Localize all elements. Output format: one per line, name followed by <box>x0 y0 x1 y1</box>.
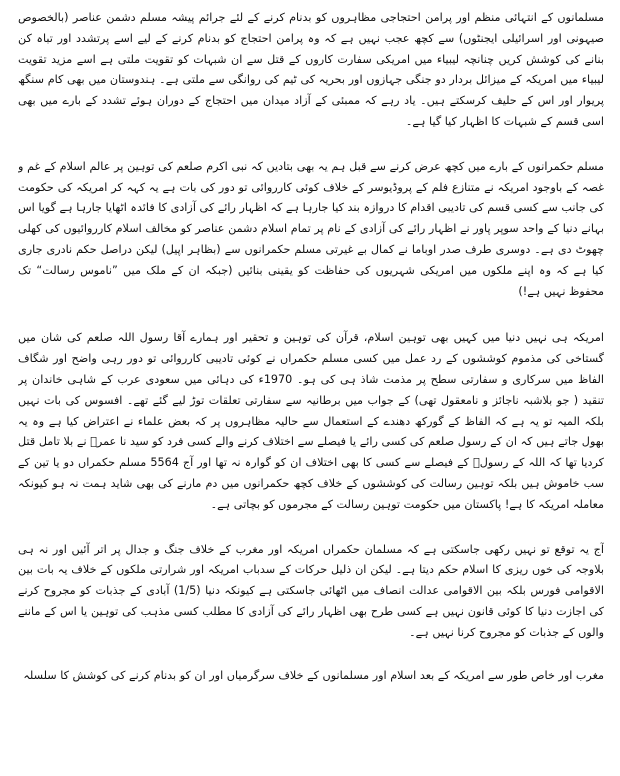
paragraph-muslim-rulers: مسلم حکمرانوں کے بارے میں کچھ عرض کرنے سے قبل ہم یہ بھی بتادیں کہ نبی اکرم صلعم کی توہین پر عالم اسلام کے غم و غصہ کے باوجود امریکہ نے متنازع فلم کے پروڈیوسر کے خلاف کوئی کارروائی تو دور کی بات ہے یہ کہہ کر امریکہ کی حکومت کی جانب سے کسی قسم کی تادیبی اقدام کا دروازہ بند کیا جارہا ہے کہ اظہار رائے کی آزادی کا فائدہ اٹھایا جارہا ہے گویا اس بہانے دنیا کے واحد سوپر پاور نے اظہار رائے کی آزادی کے نام پر تمام اسلام دشمن عناصر کو مخالف اسلام کارروائیوں کی کھلی چھوٹ دی ہے۔ دوسری طرف صدر اوباما نے کمال بے غیرتی مسلم حکمرانوں سے (بظاہر اپیل) لیکن دراصل حکم نادری جاری کیا ہے کہ وہ اپنے ملکوں میں امریکی شہریوں کی حفاظت کو یقینی بنائیں (جبکہ ان کے ملک میں ”ناموس رسالت“ تک محفوظ نہیں ہے!) <box>18 159 604 298</box>
paragraph-blasphemy-reaction: امریکہ ہی نہیں دنیا میں کہیں بھی توہین اسلام، قرآن کی توہین و تحقیر اور ہمارے آقا رسول اللہ صلعم کی شان میں گستاخی کی مذموم کوششوں کے رد عمل میں کسی مسلم حکمراں نے کوئی تادیبی کارروائی تو دور رہی واضح اور شگاف الفاظ میں سرکاری و سفارتی سطح پر مذمت شاذ ہی کی ہو۔ 1970ء کی دہائی میں سعودی عرب کے شاہی خاندان پر تنقید ( جو بلاشبہ ناجائز و نامعقول تھی) کے جواب میں برطانیہ سے سفارتی تعلقات توڑ لیے گئے تھے۔ افسوس کی بات نہیں بلکہ المیہ تو یہ ہے کہ الفاظ کے گورکھ دھندے کے استعمال سے حالیہ مظاہروں پر کہ بعض علماء نے اعتراض کیا ہے وہ یہ بھول جاتے ہیں کہ ان کے رسول صلعم کی کسی رائے یا فیصلے سے اختلاف کرنے والے کسی فرد کو سید نا عمرؓ نے بلا تامل قتل کردیا تھا کہ اللہ کے رسولؐ کے فیصلے سے کسی کا بھی اختلاف ان کو گوارہ نہ تھا اور آج 5564 مسلم حکمراں دو یا تین کے سب خاموش ہیں بلکہ توہین رسالت کی کوششوں کے خلاف کچھ حکمرانوں میں دم مارنے کی بھی شاید ہمت نہ ہو کیونکہ معاملہ امریکہ کا ہے! پاکستان میں حکومت توہین رسالت کے مجرموں کو بچاتی ہے۔ <box>18 331 604 511</box>
paragraph-protests: مسلمانوں کے انتہائی منظم اور پرامن احتجاجی مظاہروں کو بدنام کرنے کے لئے جرائم پیشہ مسلم دشمن عناصر (بالخصوص صیہونی اور اسرائیلی ایجنٹوں) سے کچھ عجب نہیں ہے کہ وہ پرامن احتجاج کو بدنام کرنے کے لیے اسے پرتشدد اور تباہ کن بنانے کی کوشش کریں چنانچہ لیبیاء میں امریکی سفارت کاروں کے قتل سے ان شبہات کو تقویت ملتی ہے اسے مزید تقویت لیبیاء میں امریکہ کے میزائل بردار دو جنگی جہازوں اور بحریہ کی ٹیم کی روانگی سے ملتی ہے۔ ہندوستان میں بھی کام سنگھ پریوار اور اس کے حلیف کرسکتے ہیں۔ یاد رہے کہ ممبئی کے آزاد میدان میں احتجاج کے دوران ہوئے تشدد کے بارے میں بھی اسی قسم کے شبہات کا اظہار کیا گیا ہے۔ <box>18 11 604 128</box>
paragraph-cut-off: مغرب اور خاص طور سے امریکہ کے بعد اسلام اور مسلمانوں کے خلاف سرگرمیاں اور ان کو بدنام کرنے کی کوشش کا سلسلہ <box>23 668 604 682</box>
article-page <box>18 8 604 776</box>
paragraph-international-forums: آج یہ توقع تو نہیں رکھی جاسکتی ہے کہ مسلمان حکمراں امریکہ اور مغرب کے خلاف جنگ و جدال پر اتر آئیں اور نہ ہی بلاوجہ کی خوں ریزی کا اسلام حکم دیتا ہے۔ لیکن ان ذلیل حرکات کے سدباب امریکہ اور شرارتی ملکوں کے خلاف یہ بات بین الاقوامی فورس بلکہ بین الاقوامی عدالت انصاف میں اٹھائی جاسکتی ہے کیونکہ دنیا (1/5) آبادی کے جذبات کو مجروح کرنے کی اجازت دنیا کا کوئی قانون نہیں ہے کسی طرح بھی اظہار رائے کی آزادی کا مطلب کسی مذہب کی توہین یا اس کے ماننے والوں کے جذبات کو مجروح کرنا نہیں ہے۔ <box>18 542 604 639</box>
